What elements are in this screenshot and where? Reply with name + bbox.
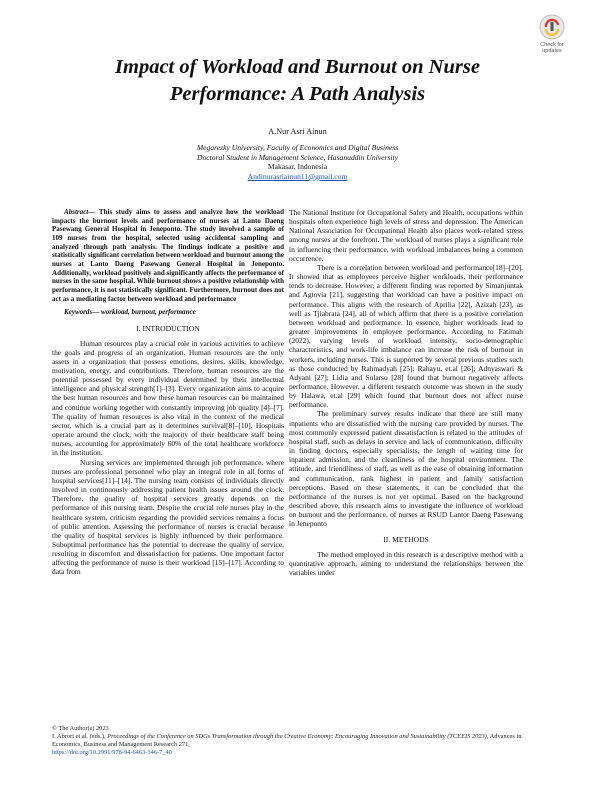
section-heading-methods: II. METHODS — [383, 535, 429, 545]
footer-copyright: © The Author(s) 2023 — [52, 725, 109, 732]
methods-paragraph-1: The method employed in this research is a descriptive method with a quantitative approach, aiming to understand the relationships between the variables under — [289, 549, 523, 577]
section-heading-introduction: I. INTRODUCTION — [136, 324, 200, 334]
check-for-updates-badge[interactable] — [527, 14, 577, 58]
affiliation-block — [0, 143, 595, 181]
paper-title: Impact of Workload and Burnout on Nurse Performance: A Path Analysis — [115, 56, 480, 105]
footer-citation — [52, 733, 532, 749]
left-column — [52, 208, 284, 577]
affiliation-line1: Megarezky University, Faculty of Economics and Digital Business — [196, 143, 399, 152]
author-email-link[interactable]: Andinurasriainun11@gmail.com — [247, 171, 348, 181]
citation-series: , Advances in Economics, Business and Management Research 271, — [52, 733, 522, 748]
right-paragraph-1: The National Institute for Occupational Safety and Health, occupations within hospitals often experience high levels of stress and depression. The American National Association for Occupational Health also places work-related stress among nurses at the forefront. The workload of nurses plays a significant role in influencing their performance, with workload imbalances being a common occurrence. — [289, 208, 523, 263]
right-column — [289, 208, 523, 577]
author-name: A.Nur Asri Ainun — [268, 127, 327, 136]
badge-label-line2: updates — [542, 48, 562, 54]
keywords: Keywords— workload, burnout, performance — [64, 308, 196, 317]
affiliation-line2: Doctoral Student in Management Science, Hasanuddin University — [197, 152, 398, 162]
abstract-label: Abstract— — [64, 208, 96, 216]
badge-label-line1: Check for — [540, 42, 564, 48]
check-for-updates-icon — [539, 14, 565, 42]
affiliation-line3: Makasar, Indonesia — [267, 162, 328, 172]
citation-source: Proceedings of the Conference on SDGs Transformation through the Creative Economy: Encouraging Innovation and Sustainability (TCEEIS 2023) — [107, 733, 487, 740]
intro-paragraph-1: Human resources play a crucial role in various activities to achieve the goals and progress of an organization. Human resources are the only assets in a organization that possess emotions, desires, skills, knowledge, motivation, energy, and contributions. Therefore, human resources are the potential possessed by every individual determined by their intellectual intelligence and physical strength[1]–[3]. Every organization aims to acquire the best human resources and how these human resources can be maintained and continue working together with constantly improving job quality [4]–[7]. The quality of human resources is also vital in the context of the medical sector, which is a crucial part as it determines survival[8]–[10]. Hospitals operate around the clock, with the majority of their healthcare staff being nurses, accounting for approximately 60% of the total healthcare workforce in the institution. — [52, 338, 284, 458]
abstract-text: This study aims to assess and analyze how the workload impacts the burnout levels and performance of nurses at Lanto Daeng Pasewang General Hospital in Jeneponto. The study involved a sample of 109 nurses from the hospital, selected using accidental sampling and analyzed through path analysis. The findings indicate a positive and statistically significant correlation between workload and burnout among the nurses at Lanto Daeng Pasewang General Hospital in Jeneponto. Additionally, workload positively and significantly affects the performance of nurses in the same hospital. While burnout shows a positive relationship with performance, it is not statistically significant. Furthermore, burnout does not act as a mediating factor between workload and performance — [52, 208, 284, 303]
footer-doi-link[interactable]: https://doi.org/10.2991/978-94-6463-346-7_40 — [52, 749, 172, 756]
right-paragraph-2: There is a correlation between workload and performance[18]–[20]. It showed that as employees perceive higher workloads, their performance tends to decrease. However, a different finding was reported by Simanjuntak and Agtovia [21], suggesting that workload can have a positive impact on performance. This aligns with the research of Aprilia [22], Azizah [23], as well as Tjiabrata [24], all of which affirm that there is a positive correlation between workload and performance. In essence, higher workloads lead to greater improvements in employee performance. According to Fatimah (2022), varying levels of workload intensity, socio-demographic characteristics, and work-life imbalance can increase the risk of burnout in workers, including nurses. This is supported by several previous studies such as those conducted by Rahmadyah [25]; Rahayu, et.al [26]; Adnyaswari & Adyani [27]; Lidia and Sularso [28] found that burnout negatively affects performance. However, a different research outcome was shown in the study by Halawa, et.al [29] which found that burnout does not affect nurse performance. — [289, 262, 523, 410]
right-paragraph-3: The preliminary survey results indicate that there are still many inpatients who are dissatisfied with the nursing care provided by nurses. The most commonly expressed patient dissatisfaction is related to the attitudes of hospital staff, such as delays in service and lack of communication, difficulty in finding doctors, especially specialists, the length of waiting time for inpatient admission, and the cleanliness of the hospital environment. The attitude, and friendliness of staff, as well as the ease of obtaining information and communication, rank highest in patient and family satisfaction perceptions. Based on these statements, it can be concluded that the performance of the nurses is not yet optimal. Based on the background described above, this research aims to investigate the influence of workload on burnout and the performance, of nurses at RSUD Lantor Daeng Pasewang in Jeneponto — [289, 409, 523, 529]
abstract — [52, 208, 284, 303]
intro-paragraph-2: Nursing services are implemented through job performance, where nurses are professional personnel who play an integral role in all forms of hospital services[11]–[14]. The nursing team consists of individuals directly involved in continuously addressing patient health issues around the clock. Therefore, the quality of hospital services greatly depends on the performance of this nursing team. Despite the crucial role nurses play in the healthcare system, criticism regarding the provided services remains a focus of public attention. Assessing the performance of nurses is crucial because the quality of hospital services is highly influenced by their performance. Suboptimal performance has the potential to decrease the quality of service, resulting in discomfort and dissatisfaction for patients. One important factor affecting the performance of nurse is their workload [15]–[17]. According to data from — [52, 457, 284, 577]
page-footer — [52, 725, 532, 757]
citation-editors: I. Abrori et al. (eds.), — [52, 733, 108, 740]
